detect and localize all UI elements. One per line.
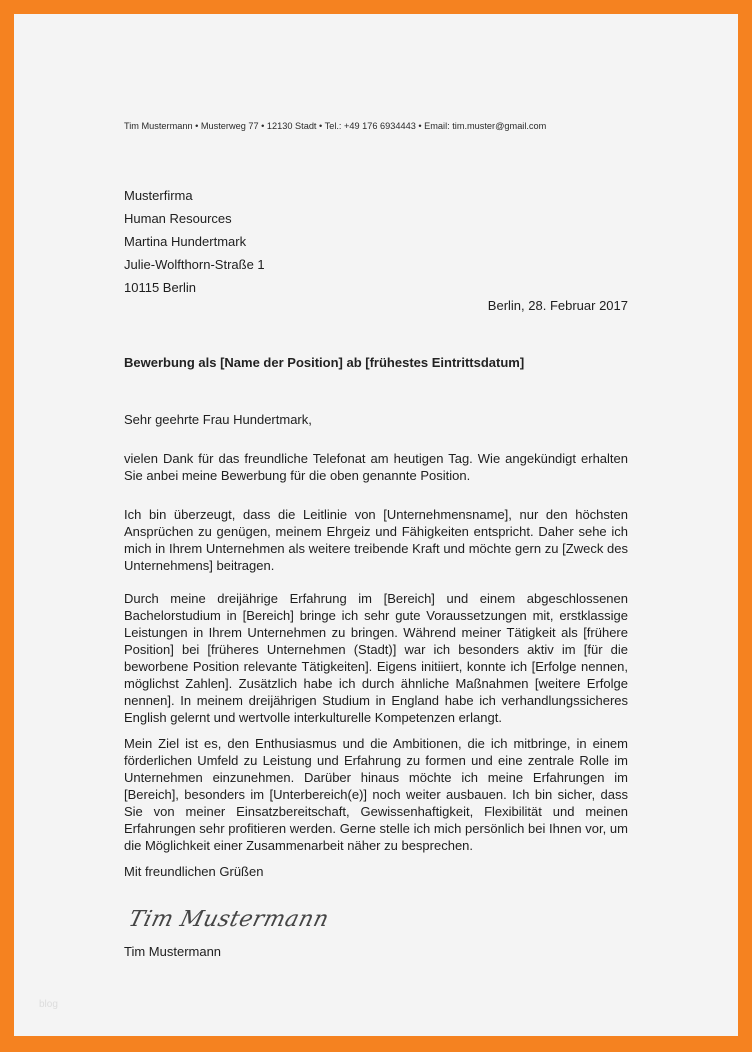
recipient-company: Musterfirma: [124, 188, 193, 203]
watermark: blog: [39, 999, 58, 1010]
body-paragraph-2: Ich bin überzeugt, dass die Leitlinie von [Unternehmensname], nur den höchsten Ansprüchen zu genügen, meinem Ehrgeiz und Fähigkeiten entspricht. Daher sehe ich mich in Ihrem Unternehmen als weitere treibende Kraft und möchte gern zu [Zweck des Unternehmens] beitragen.: [124, 507, 628, 573]
recipient-department: Human Resources: [124, 211, 232, 226]
sender-address-line: Tim Mustermann • Musterweg 77 • 12130 Stadt • Tel.: +49 176 6934443 • Email: tim.muster@gmail.com: [124, 121, 547, 131]
recipient-street: Julie-Wolfthorn-Straße 1: [124, 257, 265, 272]
letter-page: [14, 14, 738, 1036]
handwritten-signature: Tim Mustermann: [126, 907, 332, 932]
body-paragraph-1: vielen Dank für das freundliche Telefonat am heutigen Tag. Wie angekündigt erhalten Sie anbei meine Bewerbung für die oben genannte Position.: [124, 451, 628, 483]
place-date: Berlin, 28. Februar 2017: [487, 298, 628, 313]
recipient-city: 10115 Berlin: [124, 280, 197, 295]
letter-subject: Bewerbung als [Name der Position] ab [frühestes Eintrittsdatum]: [124, 355, 525, 370]
recipient-address-block: [124, 184, 265, 299]
body-paragraph-4: Mein Ziel ist es, den Enthusiasmus und die Ambitionen, die ich mitbringe, in einem förderlichen Umfeld zu Leistung und Erfahrung zu formen und eine zentrale Rolle im Unternehmen einzunehmen. Darüber hinaus möchte ich meine Erfahrungen im [Bereich], besonders im [Unterbereich(e)] noch weiter ausbauen. Ich bin sicher, dass Sie von meiner Einsatzbereitschaft, Gewissenhaftigkeit, Flexibilität und meinen Erfahrungen sehr profitieren werden. Gerne stelle ich mich persönlich bei Ihnen vor, um die Möglichkeit einer Zusammenarbeit näher zu besprechen.: [124, 736, 628, 853]
recipient-contact: Martina Hundertmark: [124, 234, 247, 249]
body-paragraph-3: Durch meine dreijährige Erfahrung im [Bereich] und einem abgeschlossenen Bachelorstudium in [Bereich] bringe ich sehr gute Voraussetzungen mit, erstklassige Leistungen in Ihrem Unternehmen zu bringen. Während meiner Tätigkeit als [frühere Position] bei [früheres Unternehmen (Stadt)] war ich besonders aktiv im [für die beworbene Position relevante Tätigkeiten]. Eigens initiiert, konnte ich [Erfolge nennen, möglichst Zahlen]. Zusätzlich habe ich durch ähnliche Maßnahmen [weitere Erfolge nennen]. In meinem dreijährigen Studium in England habe ich verhandlungssicheres English gelernt und wertvolle interkulturelle Kompetenzen erlangt.: [124, 591, 628, 725]
salutation: Sehr geehrte Frau Hundertmark,: [124, 412, 312, 427]
closing-phrase: Mit freundlichen Grüßen: [124, 864, 264, 879]
signed-name: Tim Mustermann: [124, 944, 222, 959]
